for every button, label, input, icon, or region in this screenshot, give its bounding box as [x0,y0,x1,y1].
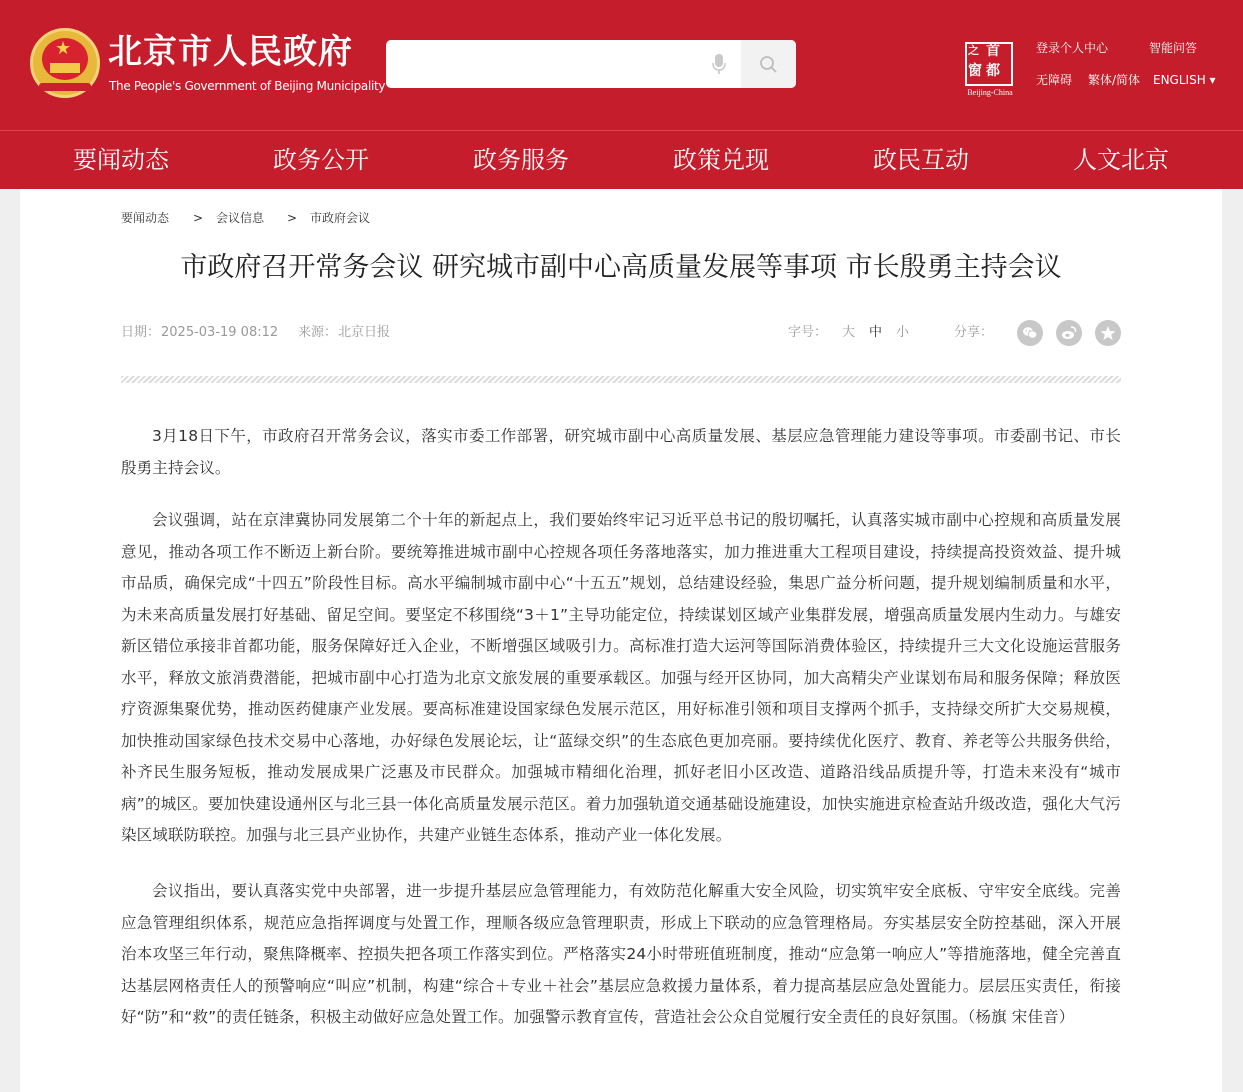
nav-item-news[interactable]: 要闻动态 [73,146,169,174]
share-label: 分享： [954,325,994,340]
nav-item-policy-fulfillment[interactable]: 政策兑现 [673,146,769,174]
article-paragraph: 会议强调，站在京津冀协同发展第二个十年的新起点上，我们要始终牢记习近平总书记的殷切嘱托，认真落实城市副中心控规和高质量发展意见，推动各项工作不断迈上新台阶。要统筹推进城市副中心控规各项任务落地落实，加力推进重大工程项目建设，持续提高投资效益、提升城市品质，确保完成“十四五”阶段性目标。高水平编制城市副中心“十五五”规划，总结建设经验，集思广益分析问题，提升规划编制质量和水平，为未来高质量发展打好基础、留足空间。要坚定不移围绕“3＋1”主导功能定位，持续谋划区域产业集群发展，增强高质量发展内生动力。与雄安新区错位承接非首都功能，服务保障好迁入企业，不断增强区域吸引力。高标准打造大运河等国际消费体验区，持续提升三大文化设施运营服务水平，释放文旅消费潜能，把城市副中心打造为北京文旅发展的重要承载区。加强与经开区协同，加大高精尖产业谋划布局和服务保障；释放医疗资源集聚优势，推动医药健康产业发展。要高标准建设国家绿色发展示范区，用好标准引领和项目支撑两个抓手，支持绿交所扩大交易规模，加快推动国家绿色技术交易中心落地，办好绿色发展论坛，让“蓝绿交织”的生态底色更加亮丽。要持续优化医疗、教育、养老等公共服务供给，补齐民生服务短板，推动发展成果广泛惠及市民群众。加强城市精细化治理，抓好老旧小区改造、道路沿线品质提升等，打造未来没有“城市病”的城区。要加快建设通州区与北三县一体化高质量发展示范区。着力加强轨道交通基础设施建设，加快实施进京检查站升级改造，强化大气污染区域联防联控。加强与北三县产业协作，共建产业链生态体系，推动产业一体化发展。 [121,511,1121,844]
search-box [386,40,796,88]
microphone-icon[interactable] [712,54,726,74]
accessibility-link[interactable]: 无障碍 [1036,73,1073,87]
search-input[interactable] [386,40,716,88]
article-title: 市政府召开常务会议 研究城市副中心高质量发展等事项 市长殷勇主持会议 [180,252,1062,283]
nav-item-gov-affairs-open[interactable]: 政务公开 [273,146,369,174]
article-paragraph: 3月18日下午，市政府召开常务会议，落实市委工作部署，研究城市副中心高质量发展、基层应急管理能力建设等事项。市委副书记、市长殷勇主持会议。 [121,427,1121,477]
breadcrumb-item-meeting-info[interactable]: 会议信息 [216,211,265,225]
source-label: 来源： [298,325,338,340]
smart-qa-link[interactable]: 智能问答 [1149,41,1198,55]
breadcrumb-item-news[interactable]: 要闻动态 [121,211,170,225]
favorite-star-icon[interactable] [1095,320,1121,346]
search-button[interactable] [741,40,796,88]
nav-item-cultural-beijing[interactable]: 人文北京 [1073,146,1169,174]
capital-window-logo[interactable]: 首 都 之 窗 Beijing-China [962,40,1018,100]
wechat-icon[interactable] [1017,320,1043,346]
font-size-medium-button[interactable]: 中 [869,325,883,340]
breadcrumb-separator: > [287,211,298,225]
nav-item-gov-services[interactable]: 政务服务 [473,146,569,174]
nav-item-interaction[interactable]: 政民互动 [873,146,969,174]
article-divider [121,376,1121,383]
english-language-link[interactable]: ENGLISH ▾ [1153,73,1216,87]
breadcrumb-separator: > [193,211,204,225]
font-size-label: 字号： [788,325,828,340]
site-title[interactable]: 北京市人民政府 [108,32,353,72]
breadcrumb-item-gov-meeting[interactable]: 市政府会议 [310,211,371,225]
magnifier-icon [759,55,779,75]
publish-date: 2025-03-19 08:12 [161,325,279,340]
date-label: 日期： [121,325,161,340]
font-size-small-button[interactable]: 小 [896,325,910,340]
login-personal-center-link[interactable]: 登录个人中心 [1036,41,1109,55]
main-nav [0,130,1243,189]
national-emblem-icon[interactable]: ★ [30,28,100,98]
site-subtitle: The People's Government of Beijing Municipality [109,79,386,93]
source-name: 北京日报 [338,325,391,340]
traditional-simplified-toggle[interactable]: 繁体/简体 [1088,73,1141,87]
weibo-icon[interactable] [1056,320,1082,346]
article-paragraph: 会议指出，要认真落实党中央部署，进一步提升基层应急管理能力，有效防范化解重大安全风险，切实筑牢安全底板、守牢安全底线。完善应急管理组织体系，规范应急指挥调度与处置工作，理顺各级应急管理职责，形成上下联动的应急管理格局。夯实基层安全防控基础，深入开展治本攻坚三年行动，聚焦降概率、控损失把各项工作落实到位。严格落实24小时带班值班制度，推动“应急第一响应人”等措施落地，健全完善直达基层网格责任人的预警响应“叫应”机制，构建“综合＋专业＋社会”基层应急救援力量体系，着力提高基层应急处置能力。层层压实责任，衔接好“防”和“救”的责任链条，积极主动做好应急处置工作。加强警示教育宣传，营造社会公众自觉履行安全责任的良好氛围。（杨旗 宋佳音） [121,882,1121,1026]
font-size-large-button[interactable]: 大 [842,325,856,340]
